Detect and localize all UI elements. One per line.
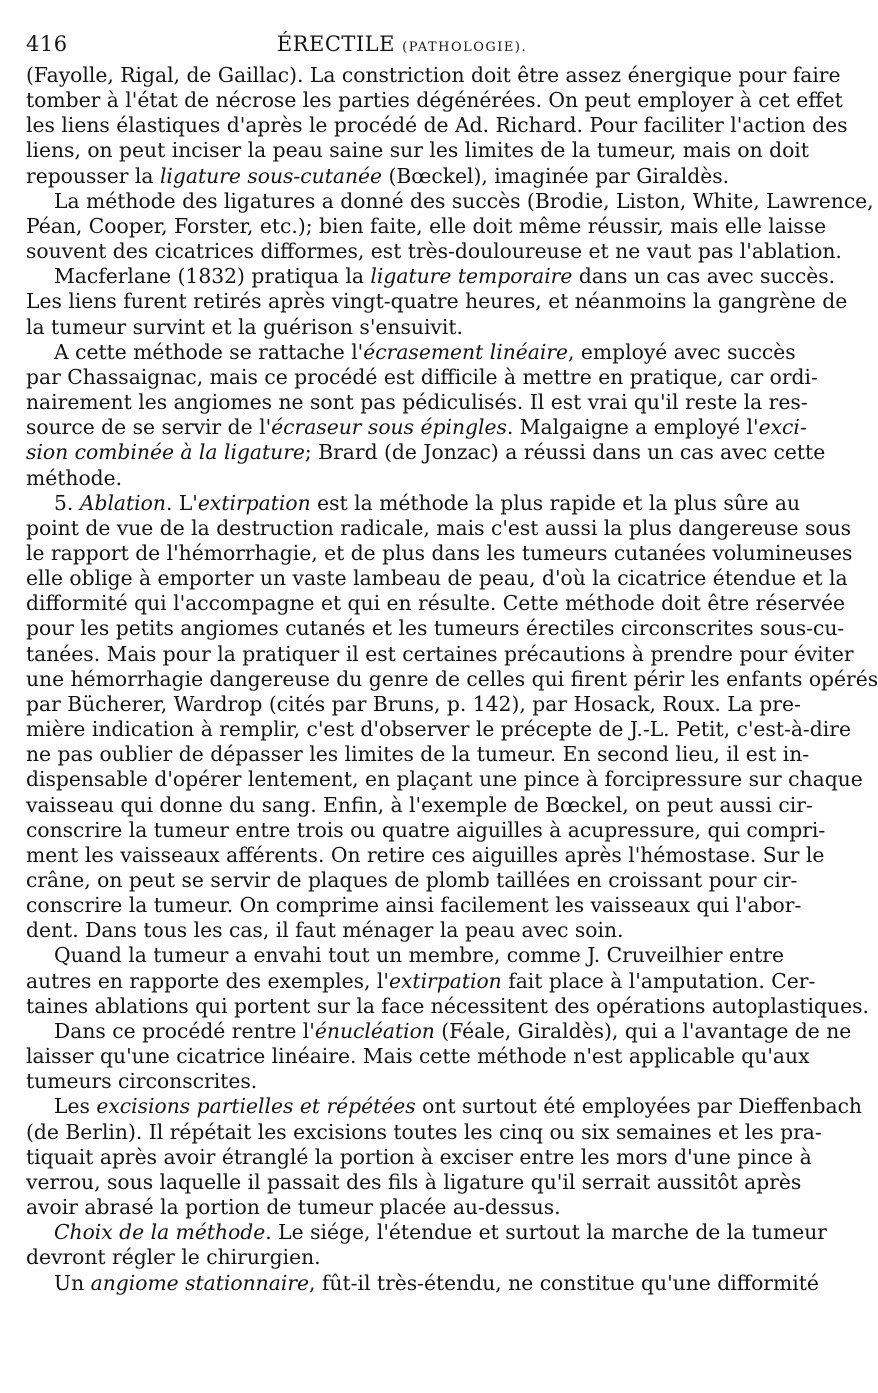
text-line: devront régler le chirurgien.: [26, 1245, 321, 1270]
text-line: sion combinée à la ligature; Brard (de Jonzac) a réussi dans un cas avec cette: [26, 440, 826, 465]
text-line: source de se servir de l'écraseur sous épingles. Malgaigne a employé l'exci-: [26, 415, 807, 440]
text-line: liens, on peut inciser la peau saine sur les limites de la tumeur, mais on doit: [26, 138, 809, 163]
text-line: dent. Dans tous les cas, il faut ménager la peau avec soin.: [26, 918, 624, 943]
text-line: Dans ce procédé rentre l'énucléation (Féale, Giraldès), qui a l'avantage de ne: [54, 1018, 852, 1043]
text-line: tumeurs circonscrites.: [26, 1069, 258, 1094]
running-subtitle: (PATHOLOGIE).: [402, 40, 528, 55]
text-line: tanées. Mais pour la pratiquer il est certaines précautions à prendre pour éviter: [26, 641, 854, 666]
text-line: Quand la tumeur a envahi tout un membre, comme J. Cruveilhier entre: [54, 943, 784, 968]
text-line: souvent des cicatrices difformes, est très-douloureuse et ne vaut pas l'ablation.: [26, 239, 842, 264]
text-line: verrou, sous laquelle il passait des fils à ligature qu'il serrait aussitôt après: [26, 1169, 802, 1194]
text-line: avoir abrasé la portion de tumeur placée au-dessus.: [26, 1195, 561, 1220]
text-line: conscrire la tumeur. On comprime ainsi facilement les vaisseaux qui l'abor-: [26, 893, 802, 918]
text-line: crâne, on peut se servir de plaques de plomb taillées en croissant pour cir-: [26, 868, 798, 892]
paragraph: [26, 1220, 827, 1270]
text-line: pour les petits angiomes cutanés et les tumeurs érectiles circonscrites sous-cu-: [26, 616, 845, 641]
text-line: Les liens furent retirés après vingt-quatre heures, et néanmoins la gangrène de: [26, 289, 848, 314]
text-line: le rapport de l'hémorrhagie, et de plus dans les tumeurs cutanées volumineuses: [26, 540, 853, 565]
text-line: elle oblige à emporter un vaste lambeau de peau, d'où la cicatrice étendue et la: [26, 566, 848, 591]
text-line: la tumeur survint et la guérison s'ensuivit.: [26, 314, 463, 339]
text-line: Un angiome stationnaire, fût-il très-étendu, ne constitue qu'une difformité: [54, 1270, 819, 1295]
text-line: vaisseau qui donne du sang. Enfin, à l'exemple de Bœckel, on peut aussi cir-: [26, 792, 813, 817]
running-title: ÉRECTILE: [276, 32, 395, 56]
text-line: 5. Ablation. L'extirpation est la méthode la plus rapide et la plus sûre au: [54, 490, 801, 515]
text-line: laisser qu'une cicatrice linéaire. Mais cette méthode n'est applicable qu'aux: [26, 1044, 810, 1069]
text-line: (Fayolle, Rigal, de Gaillac). La constriction doit être assez énergique pour faire: [26, 63, 841, 87]
text-line: méthode.: [26, 465, 123, 490]
text-line: tiquait après avoir étranglé la portion à exciser entre les mors d'une pince à: [26, 1144, 812, 1169]
text-line: par Chassaignac, mais ce procédé est difficile à mettre en pratique, car ordi-: [26, 364, 818, 389]
text-line: La méthode des ligatures a donné des succès (Brodie, Liston, White, Lawrence,: [54, 188, 874, 213]
paragraph: [26, 339, 826, 491]
text-line: mière indication à remplir, c'est d'observer le précepte de J.-L. Petit, c'est-à-dire: [26, 717, 851, 742]
text-line: Les excisions partielles et répétées ont surtout été employées par Dieffenbach: [54, 1094, 862, 1119]
text-line: A cette méthode se rattache l'écrasement linéaire, employé avec succès: [54, 339, 796, 364]
text-line: Péan, Cooper, Forster, etc.); bien faite, elle doit même réussir, mais elle laisse: [26, 213, 827, 238]
text-line: Macferlane (1832) pratiqua la ligature temporaire dans un cas avec succès.: [54, 264, 836, 289]
text-line: dispensable d'opérer lentement, en plaçant une pince à forcipressure sur chaque: [26, 767, 863, 792]
running-head: [26, 32, 778, 56]
paragraph: [26, 490, 878, 944]
text-line: une hémorrhagie dangereuse du genre de celles qui firent périr les enfants opérés: [26, 666, 878, 691]
text-line: point de vue de la destruction radicale, mais c'est aussi la plus dangereuse sous: [26, 515, 852, 540]
paragraph: [26, 1094, 862, 1220]
text-line: Choix de la méthode. Le siége, l'étendue et surtout la marche de la tumeur: [54, 1220, 827, 1245]
paragraph: [26, 264, 848, 339]
text-line: par Bücherer, Wardrop (cités par Bruns, p. 142), par Hosack, Roux. La pre-: [26, 691, 801, 716]
text-line: conscrire la tumeur entre trois ou quatre aiguilles à acupressure, qui compri-: [26, 817, 826, 842]
text-line: autres en rapporte des exemples, l'extirpation fait place à l'amputation. Cer-: [26, 968, 816, 993]
text-line: tomber à l'état de nécrose les parties dégénérées. On peut employer à cet effet: [26, 88, 843, 113]
text-line: difformité qui l'accompagne et qui en résulte. Cette méthode doit être réservée: [26, 591, 845, 616]
text-line: nairement les angiomes ne sont pas pédiculisés. Il est vrai qu'il reste la res-: [26, 390, 808, 415]
body-text: [26, 63, 878, 1296]
page-header: [26, 26, 778, 60]
paragraph: [26, 63, 848, 189]
text-line: taines ablations qui portent sur la face nécessitent des opérations autoplastiques.: [26, 993, 869, 1018]
paragraph: [26, 1018, 852, 1094]
text-line: les liens élastiques d'après le procédé de Ad. Richard. Pour faciliter l'action des: [26, 113, 848, 138]
text-line: ment les vaisseaux afférents. On retire ces aiguilles après l'hémostase. Sur le: [26, 842, 825, 867]
text-line: ne pas oublier de dépasser les limites de la tumeur. En second lieu, il est in-: [26, 742, 810, 767]
text-line: repousser la ligature sous-cutanée (Bœckel), imaginée par Giraldès.: [26, 163, 730, 188]
page-number: 416: [26, 32, 68, 56]
paragraph: [26, 1270, 819, 1296]
text-line: (de Berlin). Il répétait les excisions toutes les cinq ou six semaines et les pra-: [26, 1119, 822, 1144]
paragraph: [26, 943, 869, 1018]
paragraph: [26, 188, 874, 264]
